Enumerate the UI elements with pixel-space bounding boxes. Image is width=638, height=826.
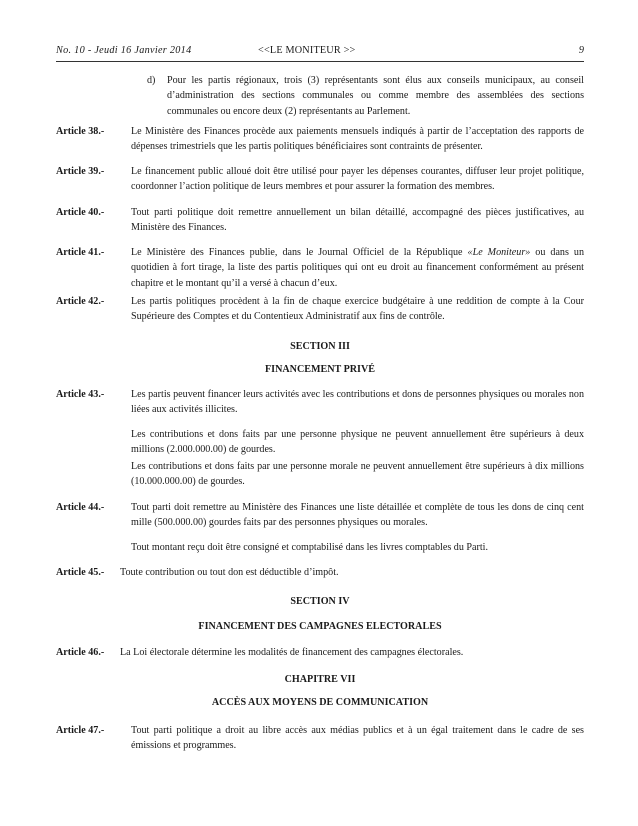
article-45-label: Article 45.-: [56, 567, 105, 578]
article-41-text: [131, 245, 584, 291]
article-41-label: Article 41.-: [56, 247, 105, 258]
article-42-label: Article 42.-: [56, 296, 105, 307]
section-3-heading: SECTION III: [290, 341, 350, 352]
article-46-label: Article 46.-: [56, 647, 105, 658]
article-44-paragraph-2: Tout montant reçu doit être consigné et comptabilisé dans les livres comptables du Parti.: [131, 542, 488, 553]
journal-name-italic: «Le Moniteur»: [467, 247, 531, 258]
article-47-label: Article 47.-: [56, 725, 105, 736]
journal-title: <<LE MONITEUR >>: [258, 45, 356, 56]
list-marker-d: d): [147, 75, 156, 86]
header-rule: [56, 61, 584, 62]
article-46-text: La Loi électorale détermine les modalités de financement des campagnes électorales.: [120, 647, 464, 658]
article-43-paragraph-3: Les contributions et dons faits par une personne morale ne peuvent annuellement être supérieurs à dix millions (10.000.000.00) de gourdes.: [131, 461, 584, 488]
chapter-7-heading: CHAPITRE VII: [284, 674, 356, 685]
page-header: [56, 44, 584, 60]
article-45: [56, 565, 584, 580]
list-item-d: Pour les partis régionaux, trois (3) représentants sont élus aux conseils municipaux, au conseil d’administration des sections communales ou comme membre des assemblées des sections communales ou encore deux (2) représentants au Parlement.: [167, 75, 584, 117]
chapter-7-title: ACCÈS AUX MOYENS DE COMMUNICATION: [211, 697, 429, 708]
article-41-text-a: Le Ministère des Finances publie, dans le Journal Officiel de la République: [131, 247, 468, 258]
article-38-label: Article 38.-: [56, 126, 105, 137]
article-38-text: Le Ministère des Finances procède aux paiements mensuels indiqués à partir de l’acceptation des rapports de dépenses trimestriels que les partis politiques bénéficiaires sont contraints de présenter.: [131, 126, 584, 153]
article-46: [56, 645, 584, 660]
article-41-text-b: ou dans un quotidien à fort tirage, la liste des partis politiques qui ont eu droit au financement conformément au présent chapitre et le montant qu’il a versé à chacun d’eux.: [131, 247, 584, 289]
article-43-label: Article 43.-: [56, 389, 105, 400]
article-39-text: Le financement public alloué doit être utilisé pour payer les dépenses courantes, diffuser leur projet politique, coordonner l’action politique de leurs membres et pour assurer la formation des membres.: [131, 166, 584, 193]
article-42-text: Les partis politiques procèdent à la fin de chaque exercice budgétaire à une reddition de compte à la Cour Supérieure des Comptes et du Contentieux Administratif aux fins de contrôle.: [131, 296, 584, 323]
section-3-title: FINANCEMENT PRIVÉ: [264, 364, 375, 375]
section-4-title: FINANCEMENT DES CAMPAGNES ELECTORALES: [198, 621, 442, 632]
section-4-heading: SECTION IV: [290, 596, 350, 607]
article-43-text: Les partis peuvent financer leurs activités avec les contributions et dons de personnes physiques ou morales non liées aux activités illicites.: [131, 389, 584, 416]
article-40-text: Tout parti politique doit remettre annuellement un bilan détaillé, accompagné des pièces justificatives, au Ministère des Finances.: [131, 207, 584, 234]
article-39-label: Article 39.-: [56, 166, 105, 177]
article-43-paragraph-2: Les contributions et dons faits par une personne physique ne peuvent annuellement être supérieurs à deux millions (2.000.000.00) de gourdes.: [131, 429, 584, 456]
issue-info: No. 10 - Jeudi 16 Janvier 2014: [56, 45, 192, 56]
page-number: 9: [578, 45, 584, 56]
article-44-text: Tout parti doit remettre au Ministère des Finances une liste détaillée et complète de tous les dons de cinq cent mille (500.000.00) gourdes faits par des personnes physiques ou morales.: [131, 502, 584, 529]
article-47-text: Tout parti politique a droit au libre accès aux médias publics et à un égal traitement dans le cadre de ses émissions et programmes.: [131, 725, 584, 752]
article-44-label: Article 44.-: [56, 502, 105, 513]
article-45-text: Toute contribution ou tout don est déductible d’impôt.: [120, 567, 339, 578]
article-40-label: Article 40.-: [56, 207, 105, 218]
